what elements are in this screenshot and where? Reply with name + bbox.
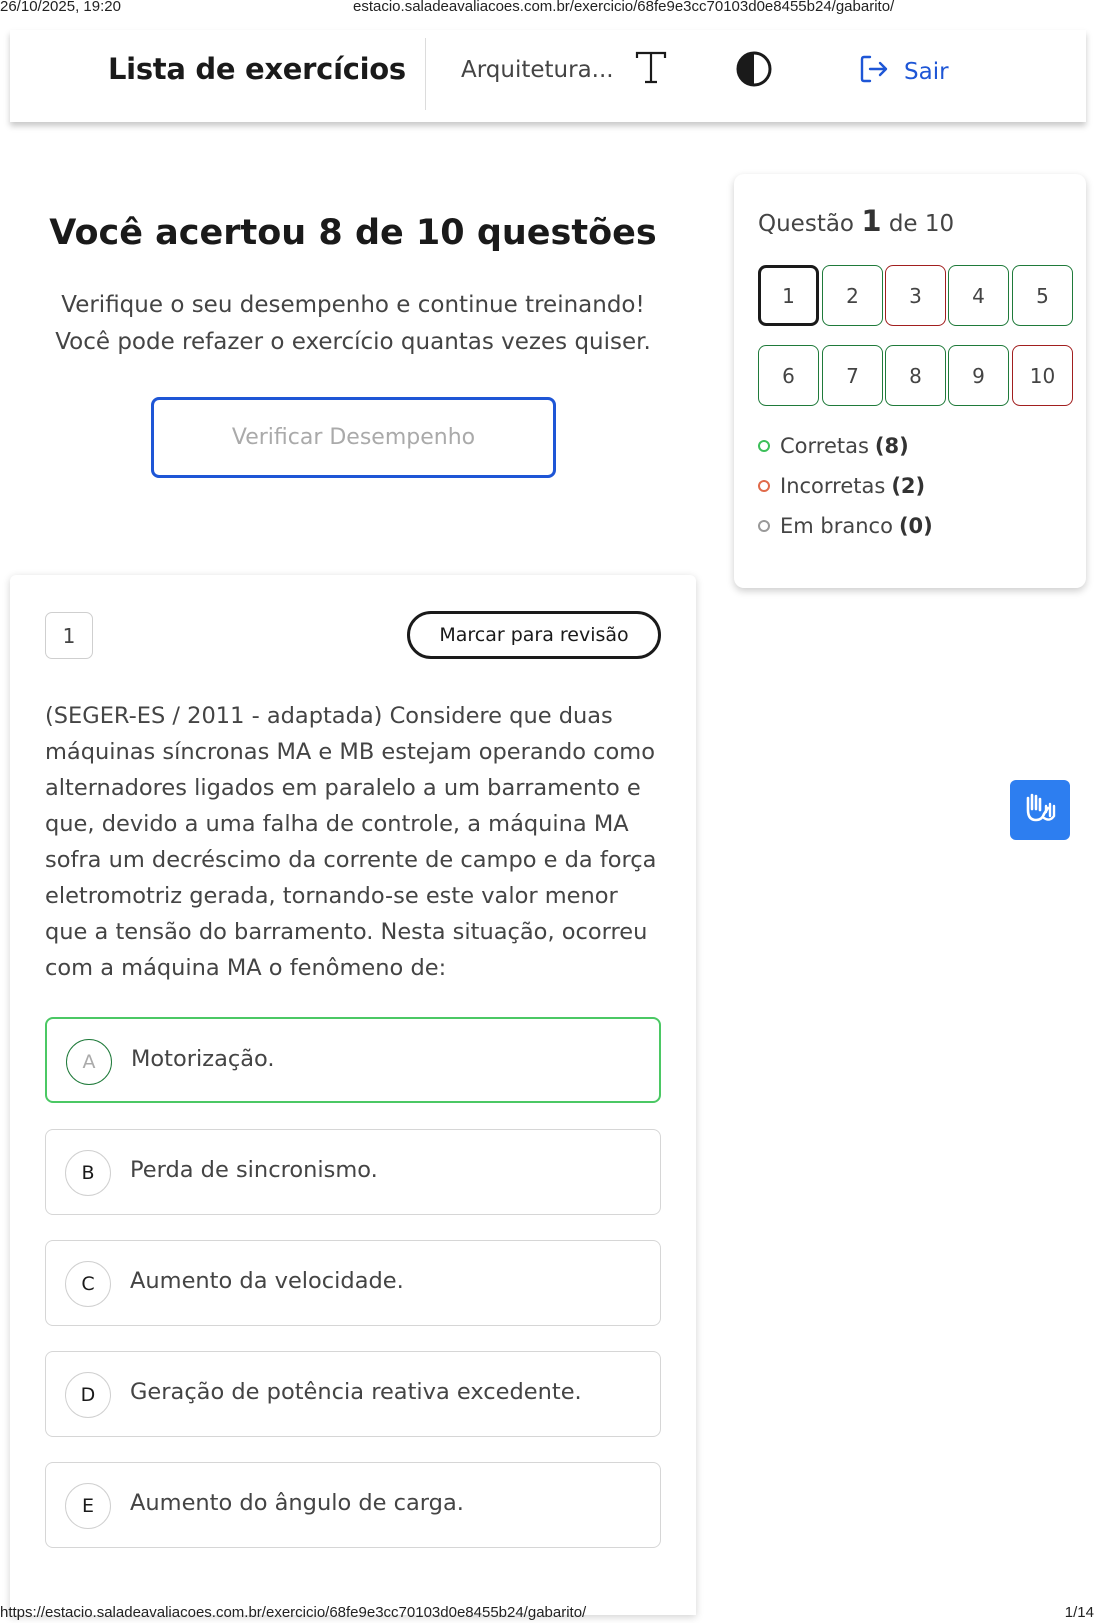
- navigator-prefix: Questão: [758, 211, 854, 237]
- option-text: Perda de sincronismo.: [130, 1157, 378, 1183]
- navigator-title: [758, 204, 954, 238]
- option-e[interactable]: [45, 1462, 661, 1548]
- question-button[interactable]: 1: [758, 265, 819, 326]
- print-page-number: 1/14: [1064, 1604, 1094, 1621]
- legend-correct: [758, 432, 909, 460]
- print-date: 26/10/2025, 19:20: [0, 0, 121, 15]
- question-number: 1: [45, 612, 93, 659]
- verify-performance-button[interactable]: Verificar Desempenho: [151, 397, 556, 478]
- option-letter: D: [65, 1372, 111, 1418]
- question-button[interactable]: 4: [948, 265, 1009, 326]
- legend-blank-label: Em branco: [780, 514, 893, 538]
- question-navigator: [734, 174, 1086, 588]
- option-text: Motorização.: [131, 1046, 275, 1072]
- legend-blank: [758, 512, 933, 540]
- legend-blank-count: (0): [898, 514, 933, 538]
- logout-label: Sair: [904, 59, 949, 85]
- question-card: [10, 575, 696, 1615]
- legend-wrong-count: (2): [891, 474, 926, 498]
- header-divider: [425, 38, 426, 110]
- option-d[interactable]: [45, 1351, 661, 1437]
- sign-language-hands-icon: [1020, 788, 1060, 832]
- course-name[interactable]: Arquitetura...: [461, 57, 614, 83]
- logout-icon: [858, 53, 890, 91]
- question-button[interactable]: 8: [885, 345, 946, 406]
- sign-language-button[interactable]: [1010, 780, 1070, 840]
- blank-dot-icon: [758, 520, 770, 532]
- option-letter: E: [65, 1483, 111, 1529]
- question-button[interactable]: 6: [758, 345, 819, 406]
- print-footer-url: https://estacio.saladeavaliacoes.com.br/exercicio/68fe9e3cc70103d0e8455b24/gabarito/: [0, 1604, 587, 1621]
- result-line-2: Você pode refazer o exercício quantas vezes quiser.: [55, 329, 651, 355]
- top-bar: [10, 30, 1086, 122]
- question-text: (SEGER-ES / 2011 - adaptada) Considere que duas máquinas síncronas MA e MB estejam operando como alternadores ligados em paralelo a um barramento e que, devido a uma falha de controle, a máquina MA sofra um decréscimo da corrente de campo e da força eletromotriz gerada, tornando-se este valor menor que a tensão do barramento. Nesta situação, ocorreu com a máquina MA o fenômeno de:: [45, 703, 657, 981]
- legend-wrong-label: Incorretas: [780, 474, 886, 498]
- option-letter: C: [65, 1261, 111, 1307]
- font-size-icon[interactable]: [633, 48, 669, 88]
- page-title: Lista de exercícios: [108, 52, 406, 86]
- question-button[interactable]: 2: [822, 265, 883, 326]
- result-line-1: Verifique o seu desempenho e continue treinando!: [61, 292, 645, 318]
- navigator-current: 1: [861, 204, 882, 238]
- option-text: Geração de potência reativa excedente.: [130, 1379, 582, 1405]
- option-text: Aumento do ângulo de carga.: [130, 1490, 464, 1516]
- print-footer: [0, 1604, 1094, 1623]
- result-title: Você acertou 8 de 10 questões: [49, 213, 657, 253]
- question-button[interactable]: 10: [1012, 345, 1073, 406]
- legend-correct-count: (8): [874, 434, 909, 458]
- wrong-dot-icon: [758, 480, 770, 492]
- legend-correct-label: Corretas: [780, 434, 869, 458]
- option-a[interactable]: [45, 1017, 661, 1103]
- question-button[interactable]: 3: [885, 265, 946, 326]
- logout-button[interactable]: [858, 52, 949, 92]
- option-text: Aumento da velocidade.: [130, 1268, 404, 1294]
- legend-wrong: [758, 472, 925, 500]
- option-c[interactable]: [45, 1240, 661, 1326]
- question-button[interactable]: 7: [822, 345, 883, 406]
- mark-for-review-button[interactable]: Marcar para revisão: [407, 611, 661, 659]
- correct-dot-icon: [758, 440, 770, 452]
- question-button[interactable]: 9: [948, 345, 1009, 406]
- option-letter: A: [66, 1039, 112, 1085]
- option-letter: B: [65, 1150, 111, 1196]
- result-subtitle: [20, 287, 686, 361]
- option-b[interactable]: [45, 1129, 661, 1215]
- navigator-suffix: de 10: [888, 211, 955, 237]
- question-button[interactable]: 5: [1012, 265, 1073, 326]
- print-header: [0, 0, 1094, 16]
- print-url: estacio.saladeavaliacoes.com.br/exercicio/68fe9e3cc70103d0e8455b24/gabarito/: [353, 0, 895, 15]
- contrast-icon[interactable]: [735, 50, 773, 88]
